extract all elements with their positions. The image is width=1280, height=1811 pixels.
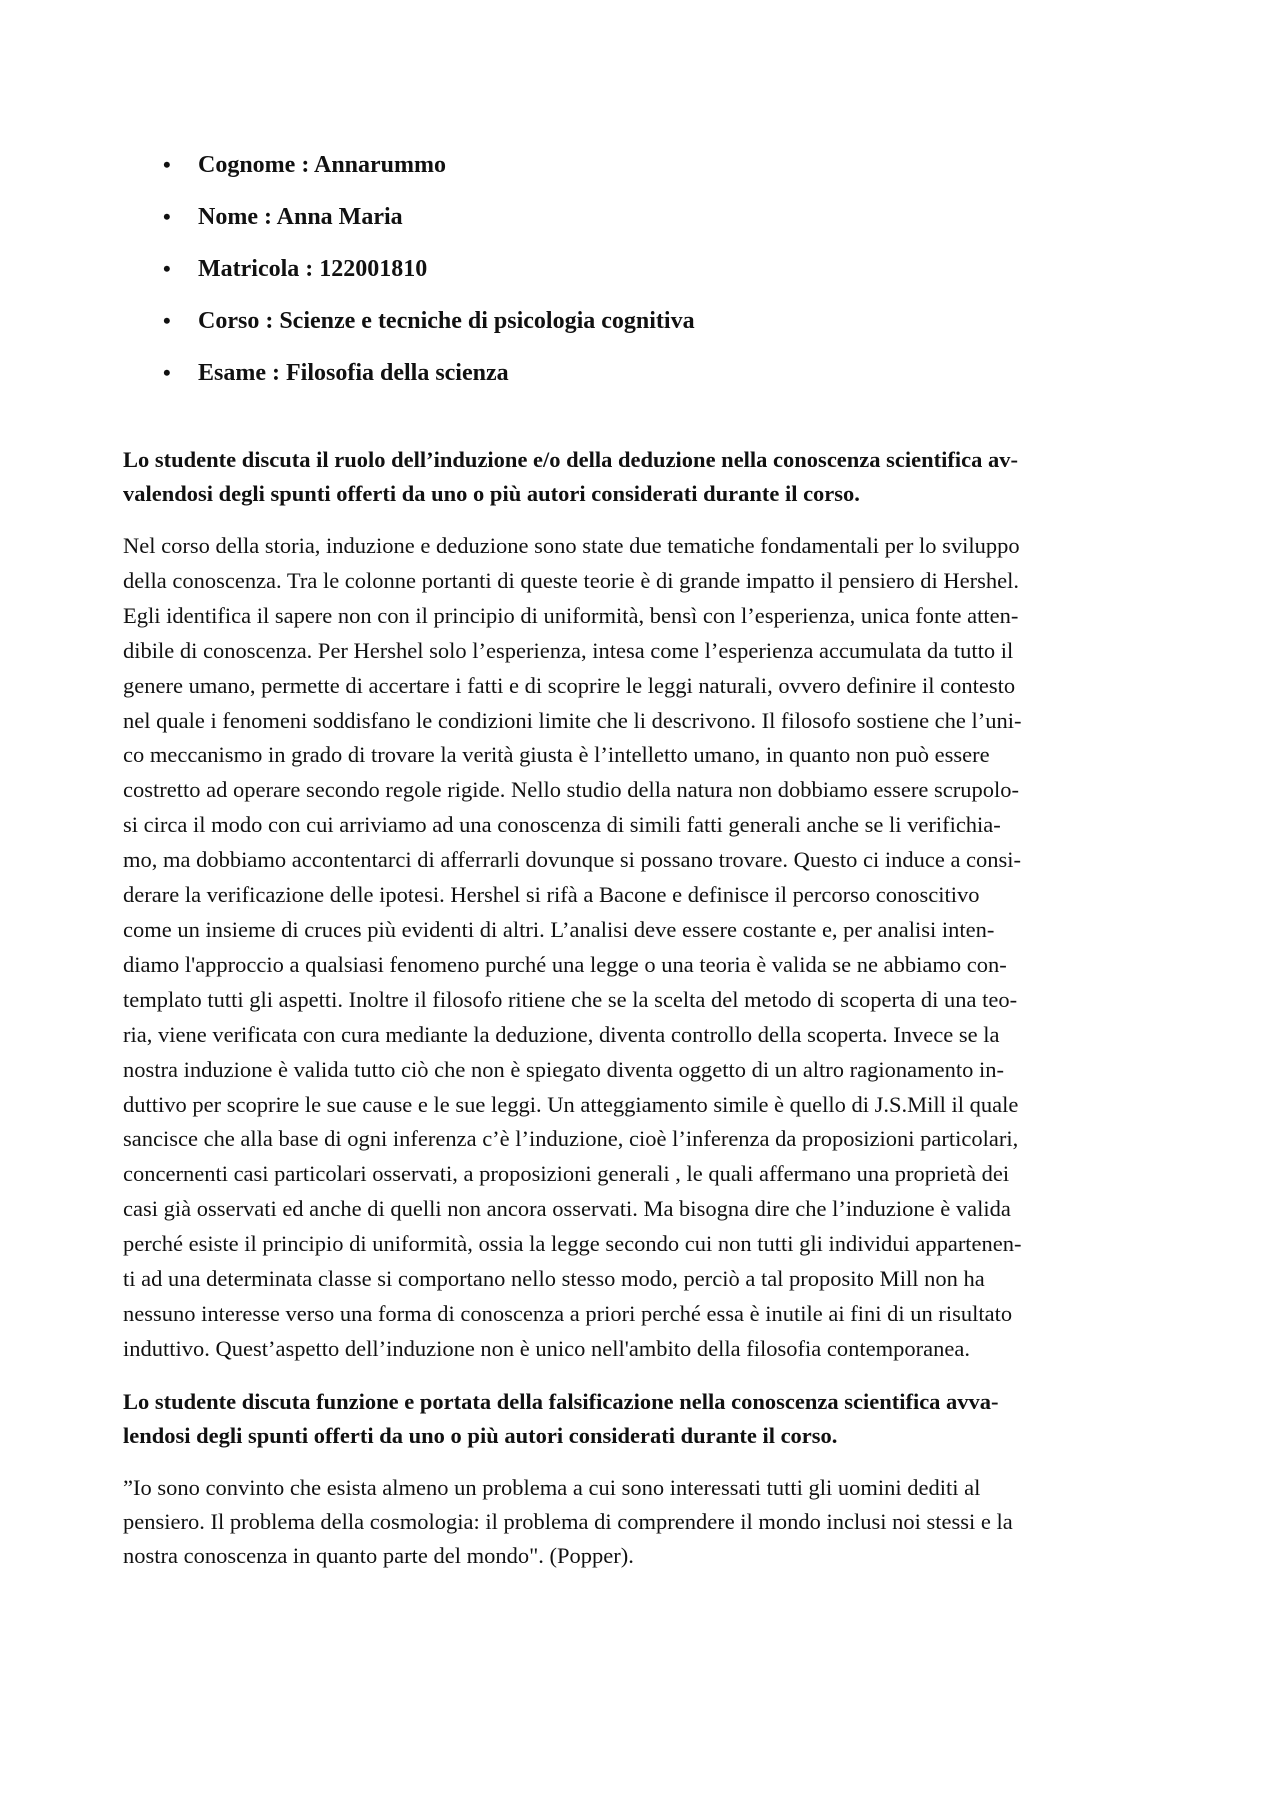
- info-text: Esame : Filosofia della scienza: [198, 360, 509, 386]
- paragraph-line: ti ad una determinata classe si comportano nello stesso modo, perciò a tal proposito Mill non ha: [123, 1266, 985, 1292]
- paragraph-line: pensiero. Il problema della cosmologia: il problema di comprendere il mondo inclusi noi stessi e la: [123, 1508, 1013, 1534]
- paragraph-line: come un insieme di cruces più evidenti di altri. L’analisi deve essere costante e, per analisi inten-: [123, 916, 995, 942]
- answer-2-paragraph: [123, 1471, 1163, 1573]
- info-item-course: [123, 306, 1163, 336]
- info-text: Corso : Scienze e tecniche di psicologia cognitiva: [198, 308, 695, 334]
- question-1-line: valendosi degli spunti offerti da uno o più autori considerati durante il corso.: [123, 481, 860, 506]
- paragraph-line: nel quale i fenomeni soddisfano le condizioni limite che li descrivono. Il filosofo sostiene che l’uni-: [123, 707, 1022, 733]
- bullet-icon: •: [163, 256, 171, 281]
- paragraph-line: co meccanismo in grado di trovare la verità giusta è l’intelletto umano, in quanto non può essere: [123, 742, 990, 768]
- info-item-name: [123, 202, 1163, 232]
- question-2-line: Lo studente discuta funzione e portata della falsificazione nella conoscenza scientifica avva-: [123, 1388, 999, 1414]
- paragraph-line: della conoscenza. Tra le colonne portanti di queste teorie è di grande impatto il pensiero di Hershel.: [123, 567, 1019, 593]
- info-text: Cognome : Annarummo: [198, 152, 447, 178]
- paragraph-line: ”Io sono convinto che esista almeno un problema a cui sono interessati tutti gli uomini dediti al: [123, 1474, 981, 1500]
- paragraph-line: nostra induzione è valida tutto ciò che non è spiegato diventa oggetto di un altro ragionamento in-: [123, 1056, 1005, 1082]
- answer-1-paragraph: [123, 529, 1163, 1367]
- paragraph-line: si circa il modo con cui arriviamo ad una conoscenza di simili fatti generali anche se li verifichia-: [123, 812, 1001, 838]
- paragraph-line: nostra conoscenza in quanto parte del mondo". (Popper).: [123, 1542, 634, 1568]
- paragraph-line: concernenti casi particolari osservati, a proposizioni generali , le quali affermano una proprietà dei: [123, 1161, 1010, 1187]
- info-item-matricola: [123, 254, 1163, 284]
- bullet-icon: •: [163, 152, 171, 177]
- paragraph-line: nessuno interesse verso una forma di conoscenza a priori perché essa è inutile ai fini di un risultato: [123, 1300, 1013, 1326]
- bullet-icon: •: [163, 204, 171, 229]
- info-item-exam: [123, 358, 1163, 388]
- student-info-list: [123, 150, 1163, 388]
- paragraph-line: costretto ad operare secondo regole rigide. Nello studio della natura non dobbiamo essere scrupolo-: [123, 777, 1019, 803]
- bullet-icon: •: [163, 360, 171, 385]
- question-1: [123, 443, 1163, 511]
- paragraph-line: duttivo per scoprire le sue cause e le sue leggi. Un atteggiamento simile è quello di J.S.Mill il quale: [123, 1091, 1019, 1117]
- paragraph-line: Egli identifica il sapere non con il principio di uniformità, bensì con l’esperienza, unica fonte atten-: [123, 602, 1019, 628]
- info-item-surname: [123, 150, 1163, 180]
- paragraph-line: casi già osservati ed anche di quelli non ancora osservati. Ma bisogna dire che l’induzione è valida: [123, 1196, 1011, 1222]
- question-2-line: lendosi degli spunti offerti da uno o più autori considerati durante il corso.: [123, 1422, 838, 1448]
- question-1-line: Lo studente discuta il ruolo dell’induzione e/o della deduzione nella conoscenza scientifica av-: [123, 447, 1019, 472]
- document-page: [123, 150, 1163, 1573]
- paragraph-line: mo, ma dobbiamo accontentarci di afferrarli dovunque si possano trovare. Questo ci induce a consi-: [123, 847, 1022, 873]
- paragraph-line: perché esiste il principio di uniformità, ossia la legge secondo cui non tutti gli individui appartenen-: [123, 1231, 1022, 1257]
- paragraph-line: Nel corso della storia, induzione e deduzione sono state due tematiche fondamentali per lo sviluppo: [123, 533, 1020, 558]
- info-text: Nome : Anna Maria: [198, 204, 403, 230]
- paragraph-line: templato tutti gli aspetti. Inoltre il filosofo ritiene che se la scelta del metodo di scoperta di una teo-: [123, 986, 1018, 1012]
- paragraph-line: diamo l'approccio a qualsiasi fenomeno purché una legge o una teoria è valida se ne abbiamo con-: [123, 951, 1007, 977]
- paragraph-line: ria, viene verificata con cura mediante la deduzione, diventa controllo della scoperta. Invece se la: [123, 1021, 1000, 1047]
- paragraph-line: induttivo. Quest’aspetto dell’induzione non è unico nell'ambito della filosofia contemporanea.: [123, 1335, 970, 1361]
- paragraph-line: dibile di conoscenza. Per Hershel solo l’esperienza, intesa come l’esperienza accumulata da tutto il: [123, 637, 1014, 663]
- bullet-icon: •: [163, 308, 171, 333]
- paragraph-line: derare la verificazione delle ipotesi. Hershel si rifà a Bacone e definisce il percorso conoscitivo: [123, 882, 980, 908]
- info-text: Matricola : 122001810: [198, 256, 428, 282]
- paragraph-line: genere umano, permette di accertare i fatti e di scoprire le leggi naturali, ovvero definire il contesto: [123, 672, 1016, 698]
- paragraph-line: sancisce che alla base di ogni inferenza c’è l’induzione, cioè l’inferenza da proposizioni particolari,: [123, 1126, 1019, 1152]
- question-2: [123, 1385, 1163, 1453]
